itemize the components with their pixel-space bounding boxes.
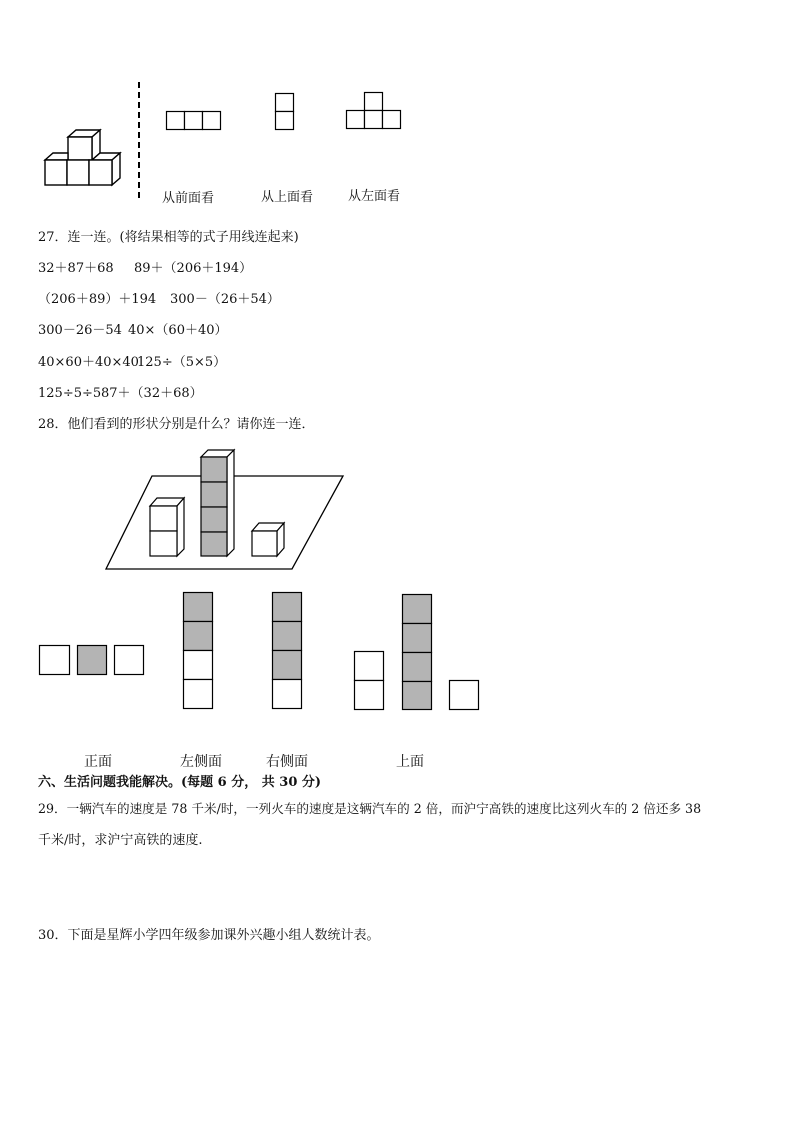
front-view-shape: [166, 111, 222, 131]
label-top-view: 从上面看: [261, 190, 314, 205]
q28-label-front: 正面: [84, 754, 112, 770]
q27-right-2: 300－（26＋54）: [170, 292, 280, 307]
q27-left-3: 300－26－54: [38, 323, 122, 338]
q27-title: 27．连一连。(将结果相等的式子用线连起来): [38, 230, 299, 245]
q27-right-4: 125÷（5×5）: [137, 355, 227, 370]
left-view-shape: [346, 92, 404, 130]
q28-label-left-side: 左侧面: [180, 754, 222, 770]
answer-shape-column-three-shaded: [272, 592, 304, 710]
answer-shape-mixed-columns: [354, 594, 480, 712]
label-front-view: 从前面看: [162, 191, 215, 206]
answer-shape-row-of-three: [39, 645, 145, 677]
q27-left-1: 32＋87＋68: [38, 261, 114, 276]
top-view-shape: [275, 93, 295, 131]
q28-label-right-side: 右侧面: [266, 754, 308, 770]
q30-title: 30．下面是星辉小学四年级参加课外兴趣小组人数统计表。: [38, 928, 380, 943]
q27-left-2: （206＋89）＋194: [38, 292, 157, 307]
section-6-title: 六、生活问题我能解决。(每题 6 分， 共 30 分): [38, 775, 322, 790]
dashed-divider: [136, 82, 142, 202]
q27-right-3: 40×（60＋40）: [128, 323, 228, 338]
q27-right-5: 87＋（32＋68）: [101, 386, 203, 401]
q27-left-4: 40×60＋40×40: [38, 355, 139, 370]
label-left-view: 从左面看: [348, 189, 401, 204]
q28-label-top: 上面: [396, 754, 424, 770]
answer-shape-column-two-shaded: [183, 592, 215, 710]
q29-line-1: 29．一辆汽车的速度是 78 千米/时，一列火车的速度是这辆汽车的 2 倍，而沪宁高铁的速度比这列火车的 2 倍还多 38: [38, 801, 702, 816]
cube-stack-figure: [40, 125, 130, 190]
q27-right-1: 89＋（206＋194）: [134, 261, 253, 276]
q27-left-5: 125÷5÷5: [38, 386, 102, 401]
q29-line-2: 千米/时，求沪宁高铁的速度.: [38, 833, 203, 848]
q28-scene: [100, 445, 350, 575]
q28-title: 28．他们看到的形状分别是什么？请你连一连．: [38, 417, 315, 432]
